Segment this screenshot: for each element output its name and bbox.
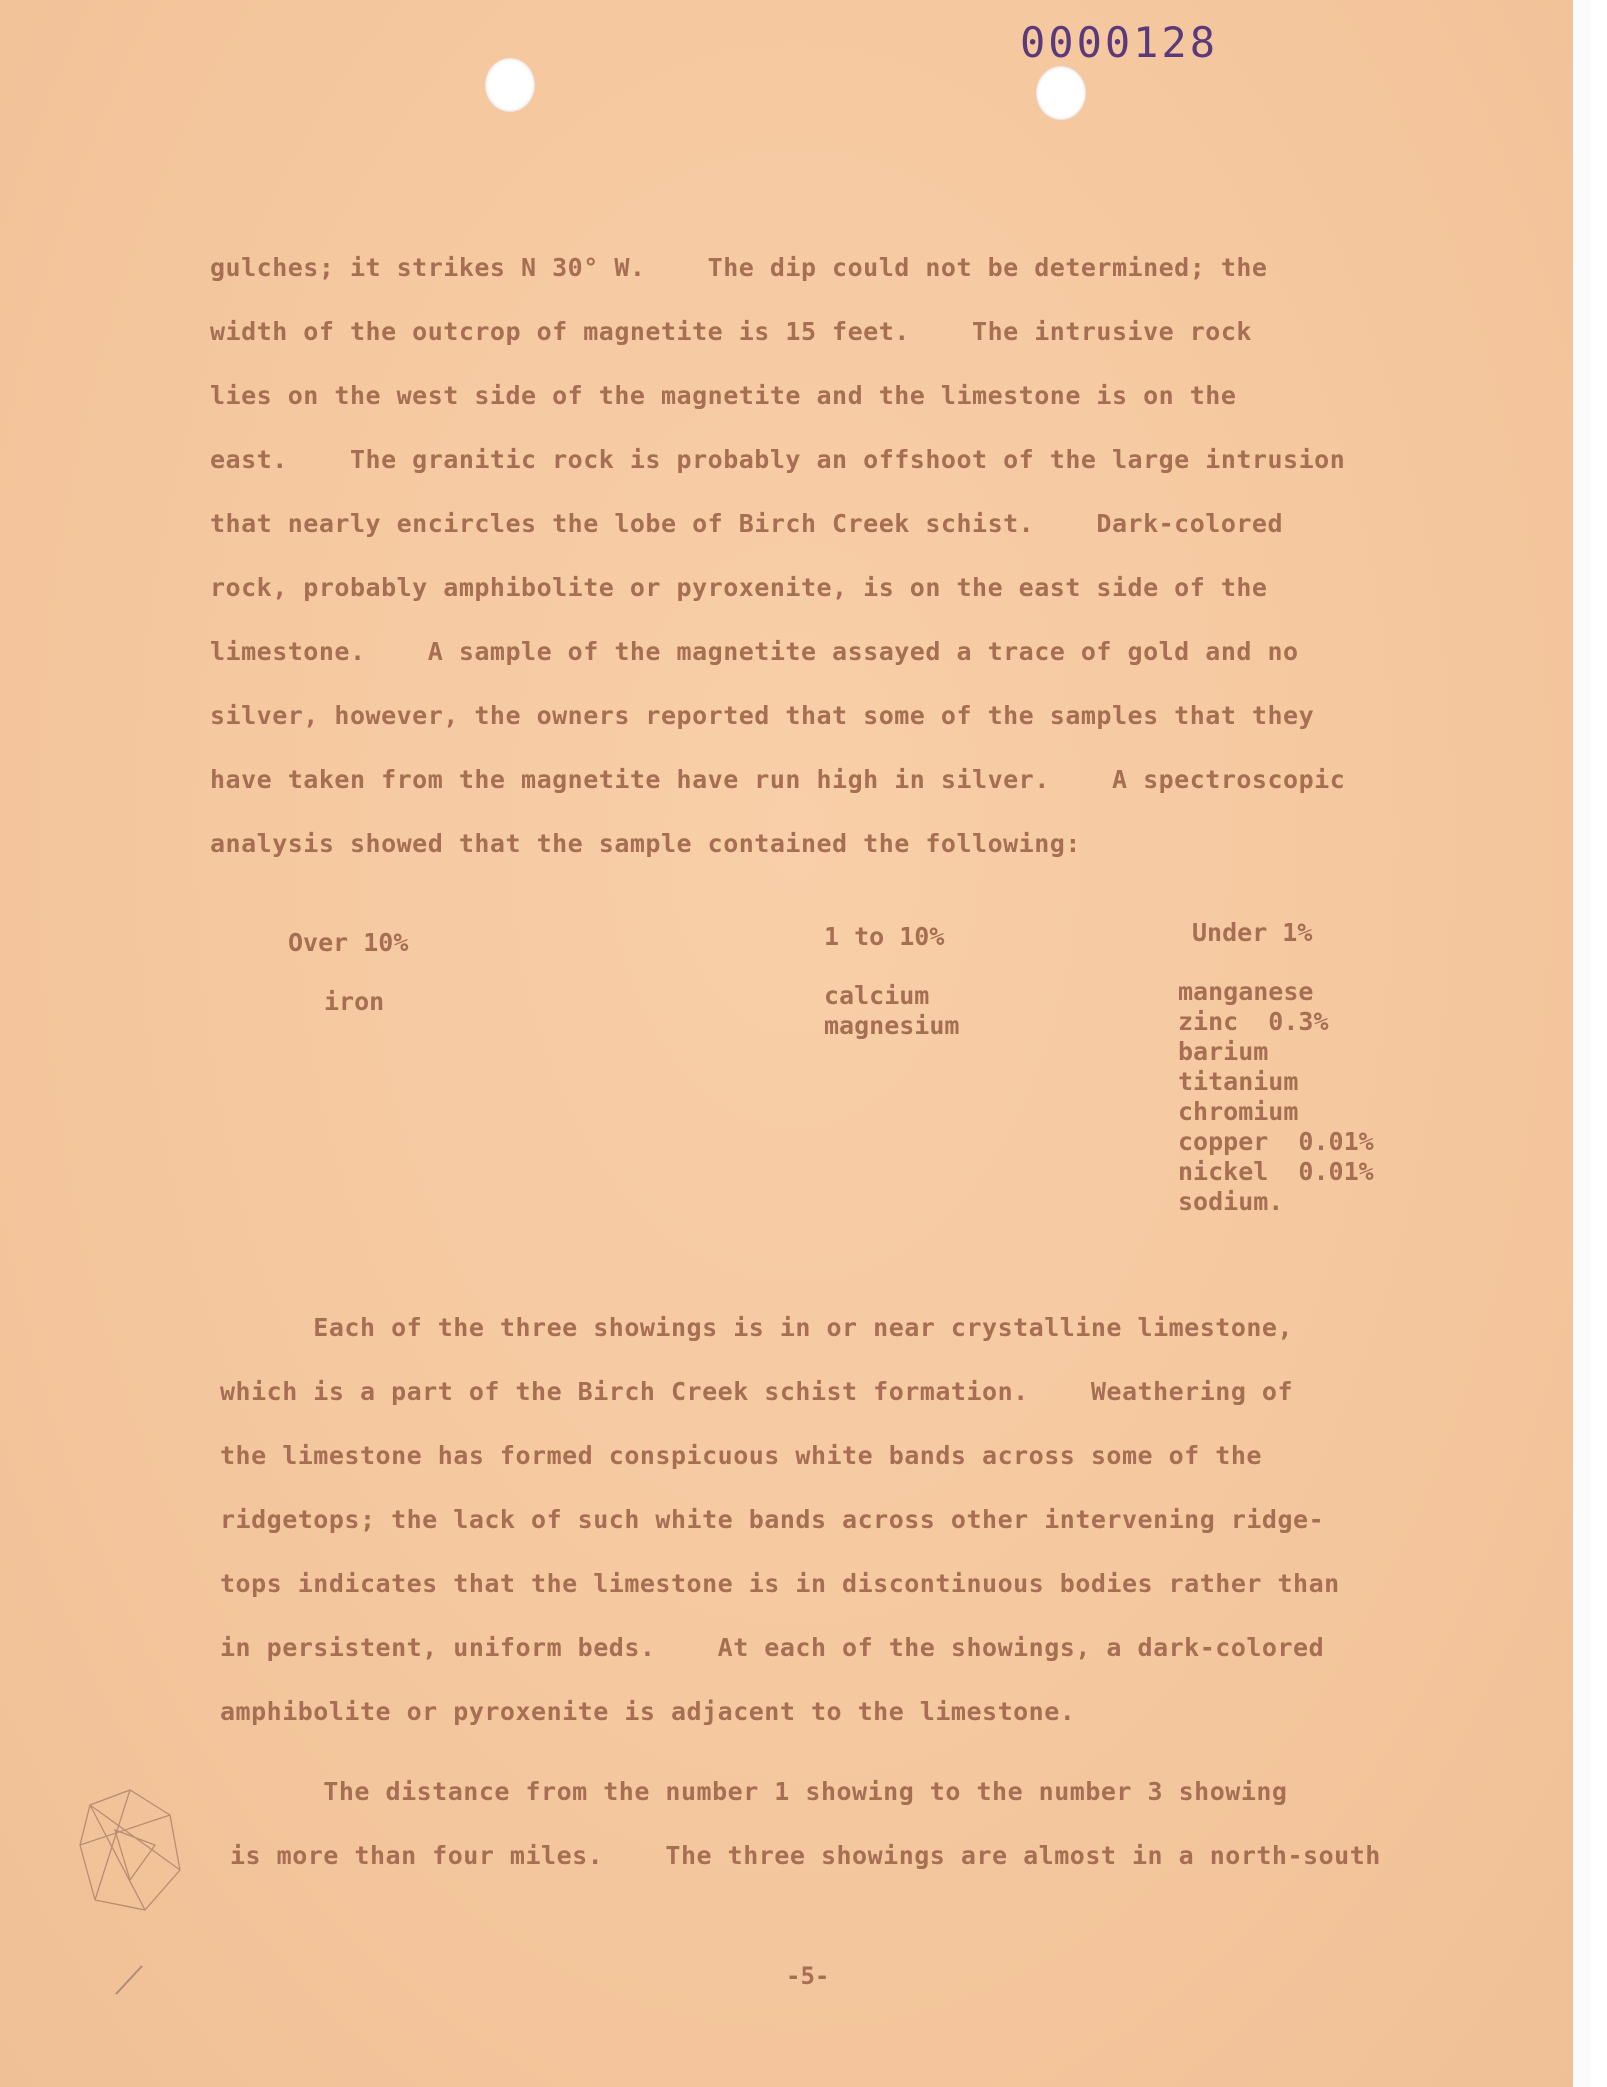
element-item: zinc 0.3%	[1178, 1007, 1329, 1036]
text-line: that nearly encircles the lobe of Birch Creek schist. Dark-colored	[210, 509, 1284, 538]
column-heading: Over 10%	[288, 928, 409, 957]
paragraph-1	[210, 236, 1510, 876]
text-line: east. The granitic rock is probably an offshoot of the large intrusion	[210, 445, 1346, 474]
text-line: is more than four miles. The three showings are almost in a north-south	[230, 1841, 1381, 1870]
text-line: limestone. A sample of the magnetite assayed a trace of gold and no	[210, 637, 1299, 666]
document-number-stamp: 0000128	[1020, 18, 1219, 67]
paper-edge	[1573, 0, 1590, 2087]
text-line: silver, however, the owners reported that some of the samples that they	[210, 701, 1315, 730]
text-line: which is a part of the Birch Creek schist formation. Weathering of	[220, 1377, 1294, 1406]
column-heading: Under 1%	[1192, 918, 1313, 947]
element-item: iron	[324, 987, 385, 1016]
pencil-sketch-mark	[70, 1785, 190, 1920]
text-line: lies on the west side of the magnetite and the limestone is on the	[210, 381, 1237, 410]
text-line: gulches; it strikes N 30° W. The dip could not be determined; the	[210, 253, 1268, 282]
element-item: copper 0.01%	[1178, 1127, 1374, 1156]
element-item: sodium.	[1178, 1187, 1284, 1216]
punch-hole-right	[1036, 66, 1086, 120]
text-line: ridgetops; the lack of such white bands across other intervening ridge-	[220, 1505, 1325, 1534]
text-line: rock, probably amphibolite or pyroxenite, is on the east side of the	[210, 573, 1268, 602]
paragraph-3	[230, 1760, 1530, 1888]
column-heading: 1 to 10%	[824, 922, 945, 951]
page-number: -5-	[786, 1962, 830, 1990]
analysis-column-over-10	[288, 928, 408, 1017]
element-item: magnesium	[824, 1011, 960, 1040]
analysis-column-1-to-10	[824, 922, 959, 1041]
element-item: manganese	[1178, 977, 1314, 1006]
text-line: analysis showed that the sample contained the following:	[210, 829, 1081, 858]
text-line: Each of the three showings is in or near crystalline limestone,	[220, 1313, 1294, 1342]
text-line: width of the outcrop of magnetite is 15 feet. The intrusive rock	[210, 317, 1252, 346]
punch-hole-left	[485, 58, 535, 112]
element-item: barium	[1178, 1037, 1269, 1066]
element-item: titanium	[1178, 1067, 1299, 1096]
text-line: The distance from the number 1 showing to the number 3 showing	[230, 1777, 1288, 1806]
pencil-stroke-mark	[108, 1960, 148, 2000]
text-line: in persistent, uniform beds. At each of the showings, a dark-colored	[220, 1633, 1325, 1662]
element-item: nickel 0.01%	[1178, 1157, 1374, 1186]
element-item: chromium	[1178, 1097, 1299, 1126]
text-line: the limestone has formed conspicuous white bands across some of the	[220, 1441, 1262, 1470]
text-line: have taken from the magnetite have run high in silver. A spectroscopic	[210, 765, 1346, 794]
text-line: tops indicates that the limestone is in discontinuous bodies rather than	[220, 1569, 1340, 1598]
element-item: calcium	[824, 981, 930, 1010]
analysis-column-under-1	[1178, 918, 1374, 1217]
text-line: amphibolite or pyroxenite is adjacent to the limestone.	[220, 1697, 1076, 1726]
paragraph-2	[220, 1296, 1520, 1744]
